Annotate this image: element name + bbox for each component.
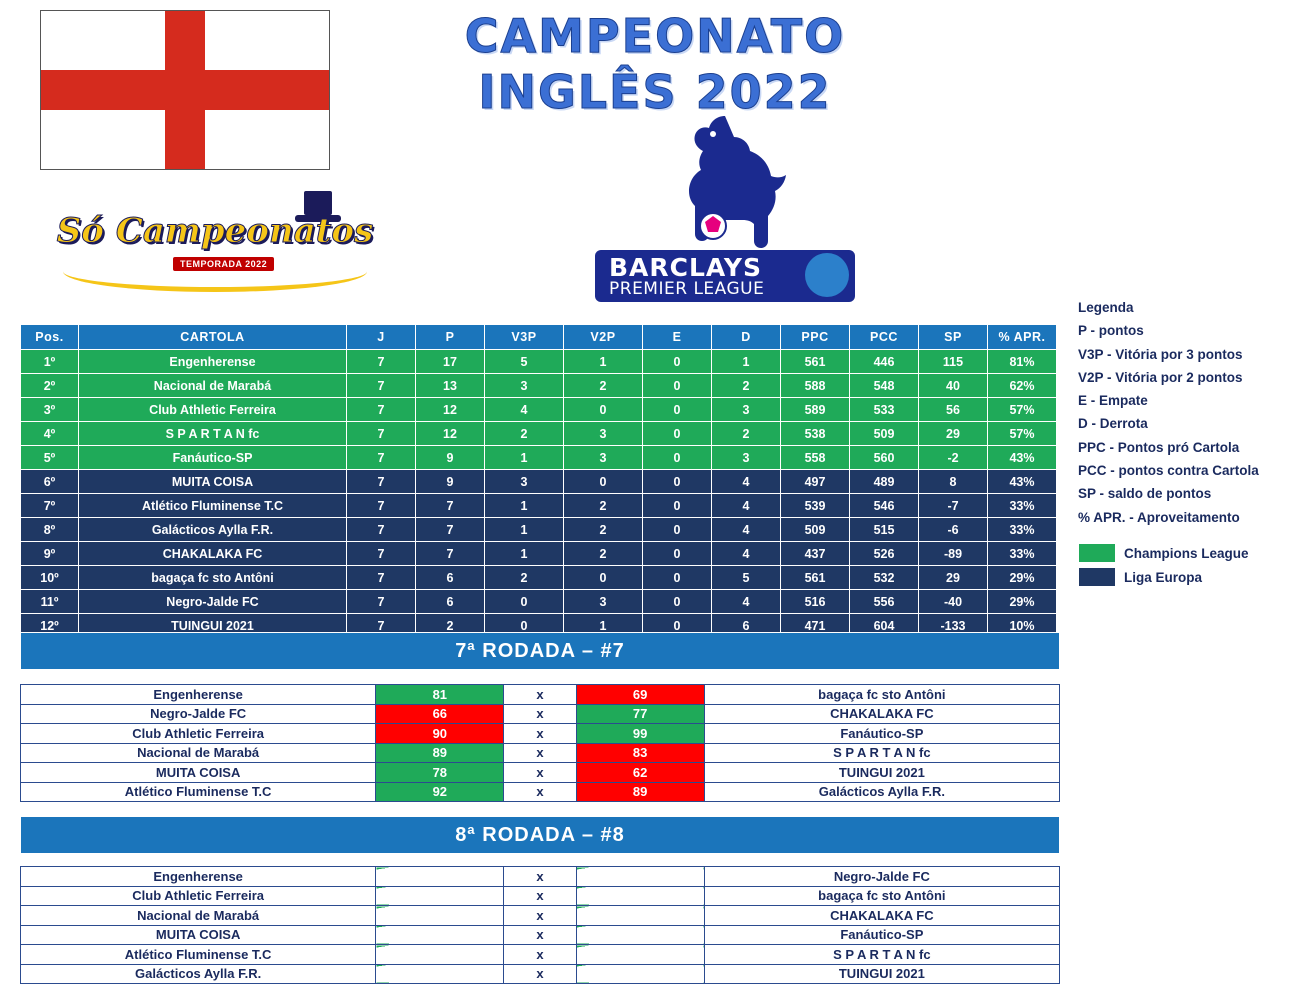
table-row: [21, 374, 1057, 398]
standings-apr: 43%: [988, 470, 1057, 494]
table-row: [21, 945, 1060, 965]
standings-p: 12: [416, 398, 485, 422]
fixture-away-score: [576, 886, 704, 906]
fixture-away-score: [576, 867, 704, 887]
col-team: CARTOLA: [79, 325, 347, 350]
fixture-away-score: 69: [576, 685, 704, 705]
fixture-away-team: Galácticos Aylla F.R.: [704, 782, 1059, 802]
standings-apr: 10%: [988, 614, 1057, 638]
fixture-away-score: [576, 945, 704, 965]
fixture-separator: x: [504, 906, 576, 926]
standings-v2p: 3: [564, 422, 643, 446]
table-row: [21, 398, 1057, 422]
standings-sp: 29: [919, 566, 988, 590]
table-row: [21, 906, 1060, 926]
standings-v3p: 2: [485, 422, 564, 446]
fixture-separator: x: [504, 925, 576, 945]
standings-team: TUINGUI 2021: [79, 614, 347, 638]
standings-ppc: 588: [781, 374, 850, 398]
standings-pos: 10º: [21, 566, 79, 590]
table-row: [21, 964, 1060, 984]
table-row: [21, 743, 1060, 763]
standings-e: 0: [643, 398, 712, 422]
standings-d: 6: [712, 614, 781, 638]
standings-header-row: [21, 325, 1057, 350]
standings-d: 3: [712, 398, 781, 422]
standings-apr: 57%: [988, 422, 1057, 446]
standings-table: [20, 324, 1057, 638]
table-row: [21, 446, 1057, 470]
standings-team: Galácticos Aylla F.R.: [79, 518, 347, 542]
standings-v3p: 0: [485, 590, 564, 614]
fixture-home-score: [376, 964, 504, 984]
standings-p: 9: [416, 470, 485, 494]
fixture-home-score: [376, 906, 504, 926]
fixture-home-team: Club Athletic Ferreira: [21, 886, 376, 906]
standings-j: 7: [347, 614, 416, 638]
fixture-away-team: CHAKALAKA FC: [704, 906, 1059, 926]
standings-v2p: 3: [564, 446, 643, 470]
standings-j: 7: [347, 446, 416, 470]
table-row: [21, 782, 1060, 802]
liga-europa-label: Liga Europa: [1124, 569, 1203, 585]
standings-e: 0: [643, 422, 712, 446]
table-row: [21, 685, 1060, 705]
standings-pcc: 604: [850, 614, 919, 638]
fixture-separator: x: [504, 886, 576, 906]
col-p: P: [416, 325, 485, 350]
standings-d: 4: [712, 518, 781, 542]
fixture-separator: x: [504, 782, 576, 802]
fixture-away-score: [576, 925, 704, 945]
fixture-home-team: Club Athletic Ferreira: [21, 724, 376, 744]
champions-league-swatch: [1078, 543, 1116, 563]
logo-season-badge: TEMPORADA 2022: [173, 257, 274, 271]
standings-v3p: 0: [485, 614, 564, 638]
standings-ppc: 509: [781, 518, 850, 542]
table-row: [21, 422, 1057, 446]
col-pcc: PCC: [850, 325, 919, 350]
standings-p: 9: [416, 446, 485, 470]
fixture-away-team: bagaça fc sto Antôni: [704, 886, 1059, 906]
standings-v2p: 0: [564, 398, 643, 422]
standings-sp: 56: [919, 398, 988, 422]
fixture-home-team: MUITA COISA: [21, 763, 376, 783]
standings-v2p: 0: [564, 566, 643, 590]
fixture-home-team: Nacional de Marabá: [21, 743, 376, 763]
standings-team: Club Athletic Ferreira: [79, 398, 347, 422]
liga-europa-swatch: [1078, 567, 1116, 587]
table-row: [21, 470, 1057, 494]
standings-j: 7: [347, 590, 416, 614]
fixture-away-score: 62: [576, 763, 704, 783]
standings-sp: -133: [919, 614, 988, 638]
fixture-away-team: CHAKALAKA FC: [704, 704, 1059, 724]
fixture-home-team: Atlético Fluminense T.C: [21, 945, 376, 965]
standings-ppc: 538: [781, 422, 850, 446]
fixture-separator: x: [504, 704, 576, 724]
table-row: [21, 590, 1057, 614]
standings-pcc: 532: [850, 566, 919, 590]
legend-item: PCC - pontos contra Cartola: [1078, 463, 1259, 479]
barclays-band: [595, 250, 855, 302]
fixture-separator: x: [504, 867, 576, 887]
standings-sp: -40: [919, 590, 988, 614]
lion-icon: [655, 110, 795, 250]
standings-apr: 81%: [988, 350, 1057, 374]
standings-v2p: 0: [564, 470, 643, 494]
standings-team: bagaça fc sto Antôni: [79, 566, 347, 590]
fixture-home-score: 66: [376, 704, 504, 724]
fixture-home-team: MUITA COISA: [21, 925, 376, 945]
legend-color-row: [1078, 542, 1249, 564]
fixture-home-score: 90: [376, 724, 504, 744]
standings-v3p: 1: [485, 446, 564, 470]
standings-ppc: 471: [781, 614, 850, 638]
standings-p: 6: [416, 590, 485, 614]
round-8-banner: 8ª RODADA – #8: [20, 816, 1060, 854]
standings-team: Nacional de Marabá: [79, 374, 347, 398]
standings-pos: 5º: [21, 446, 79, 470]
fixture-home-score: [376, 886, 504, 906]
standings-pos: 11º: [21, 590, 79, 614]
standings-j: 7: [347, 542, 416, 566]
fixture-home-score: 89: [376, 743, 504, 763]
standings-p: 2: [416, 614, 485, 638]
standings-v2p: 2: [564, 542, 643, 566]
standings-pcc: 560: [850, 446, 919, 470]
round-7-fixtures: [20, 684, 1060, 802]
fixture-separator: x: [504, 724, 576, 744]
standings-apr: 43%: [988, 446, 1057, 470]
table-row: [21, 867, 1060, 887]
fixture-away-score: 89: [576, 782, 704, 802]
table-row: [21, 886, 1060, 906]
standings-sp: -7: [919, 494, 988, 518]
standings-pcc: 509: [850, 422, 919, 446]
standings-pcc: 546: [850, 494, 919, 518]
standings-ppc: 561: [781, 350, 850, 374]
col-d: D: [712, 325, 781, 350]
standings-e: 0: [643, 350, 712, 374]
title-line-1: CAMPEONATO: [464, 9, 846, 63]
table-row: [21, 494, 1057, 518]
fixture-home-score: [376, 867, 504, 887]
standings-pcc: 533: [850, 398, 919, 422]
table-row: [21, 724, 1060, 744]
standings-e: 0: [643, 470, 712, 494]
legend-title: Legenda: [1078, 300, 1134, 315]
standings-pcc: 515: [850, 518, 919, 542]
standings-e: 0: [643, 494, 712, 518]
standings-v2p: 1: [564, 350, 643, 374]
fixture-home-score: 81: [376, 685, 504, 705]
fixture-home-team: Negro-Jalde FC: [21, 704, 376, 724]
legend-item: SP - saldo de pontos: [1078, 486, 1212, 502]
table-row: [21, 518, 1057, 542]
standings-pos: 12º: [21, 614, 79, 638]
col-e: E: [643, 325, 712, 350]
standings-e: 0: [643, 566, 712, 590]
standings-ppc: 516: [781, 590, 850, 614]
standings-d: 4: [712, 494, 781, 518]
table-row: [21, 542, 1057, 566]
standings-v3p: 1: [485, 518, 564, 542]
standings-v2p: 2: [564, 494, 643, 518]
standings-ppc: 437: [781, 542, 850, 566]
col-sp: SP: [919, 325, 988, 350]
fixture-away-score: 99: [576, 724, 704, 744]
standings-p: 6: [416, 566, 485, 590]
standings-apr: 62%: [988, 374, 1057, 398]
standings-pos: 9º: [21, 542, 79, 566]
standings-team: MUITA COISA: [79, 470, 347, 494]
table-row: [21, 704, 1060, 724]
standings-pos: 6º: [21, 470, 79, 494]
fixture-home-score: 92: [376, 782, 504, 802]
standings-d: 3: [712, 446, 781, 470]
standings-sp: -89: [919, 542, 988, 566]
standings-sp: 115: [919, 350, 988, 374]
logo-text: Só Campeonatos: [56, 211, 374, 251]
col-pos: Pos.: [21, 325, 79, 350]
round-7-banner: 7ª RODADA – #7: [20, 632, 1060, 670]
round-8-fixtures: [20, 866, 1060, 984]
standings-j: 7: [347, 422, 416, 446]
fixture-away-score: [576, 964, 704, 984]
standings-apr: 33%: [988, 518, 1057, 542]
standings-apr: 33%: [988, 542, 1057, 566]
standings-j: 7: [347, 470, 416, 494]
standings-apr: 57%: [988, 398, 1057, 422]
legend-color-row: [1078, 566, 1249, 588]
standings-e: 0: [643, 590, 712, 614]
legend-item: PPC - Pontos pró Cartola: [1078, 439, 1240, 455]
standings-v2p: 2: [564, 374, 643, 398]
col-v3p: V3P: [485, 325, 564, 350]
standings-p: 17: [416, 350, 485, 374]
standings-v3p: 5: [485, 350, 564, 374]
standings-apr: 33%: [988, 494, 1057, 518]
standings-pos: 3º: [21, 398, 79, 422]
standings-sp: 8: [919, 470, 988, 494]
fixture-separator: x: [504, 743, 576, 763]
standings-team: CHAKALAKA FC: [79, 542, 347, 566]
standings-j: 7: [347, 398, 416, 422]
fixture-away-team: bagaça fc sto Antôni: [704, 685, 1059, 705]
standings-v2p: 1: [564, 614, 643, 638]
fixture-away-team: TUINGUI 2021: [704, 763, 1059, 783]
legend-item: E - Empate: [1078, 393, 1148, 409]
standings-pcc: 489: [850, 470, 919, 494]
standings-v2p: 3: [564, 590, 643, 614]
standings-p: 7: [416, 494, 485, 518]
fixture-home-score: [376, 925, 504, 945]
table-row: [21, 350, 1057, 374]
standings-ppc: 558: [781, 446, 850, 470]
title-line-2: INGLÊS 2022: [478, 65, 832, 119]
standings-p: 7: [416, 518, 485, 542]
fixture-home-team: Atlético Fluminense T.C: [21, 782, 376, 802]
standings-j: 7: [347, 494, 416, 518]
fixture-separator: x: [504, 685, 576, 705]
legend: [1078, 296, 1300, 529]
standings-e: 0: [643, 542, 712, 566]
standings-apr: 29%: [988, 566, 1057, 590]
standings-v3p: 1: [485, 542, 564, 566]
band-circle: [805, 253, 849, 297]
standings-e: 0: [643, 374, 712, 398]
legend-item: % APR. - Aproveitamento: [1078, 509, 1240, 525]
standings-d: 1: [712, 350, 781, 374]
fixture-away-team: Fanáutico-SP: [704, 925, 1059, 945]
standings-v2p: 2: [564, 518, 643, 542]
fixture-separator: x: [504, 763, 576, 783]
fixture-separator: x: [504, 945, 576, 965]
standings-e: 0: [643, 614, 712, 638]
standings-team: Negro-Jalde FC: [79, 590, 347, 614]
standings-team: Fanáutico-SP: [79, 446, 347, 470]
legend-color-key: [1078, 542, 1249, 590]
standings-v3p: 1: [485, 494, 564, 518]
fixture-away-team: S P A R T A N fc: [704, 945, 1059, 965]
table-row: [21, 566, 1057, 590]
england-flag-icon: [40, 10, 330, 170]
premier-league-logo: [595, 110, 855, 300]
standings-pcc: 548: [850, 374, 919, 398]
standings-j: 7: [347, 518, 416, 542]
fixture-away-team: Fanáutico-SP: [704, 724, 1059, 744]
standings-e: 0: [643, 446, 712, 470]
standings-v3p: 2: [485, 566, 564, 590]
col-ppc: PPC: [781, 325, 850, 350]
fixture-home-score: 78: [376, 763, 504, 783]
standings-v3p: 4: [485, 398, 564, 422]
standings-d: 4: [712, 470, 781, 494]
legend-item: P - pontos: [1078, 323, 1144, 339]
standings-p: 7: [416, 542, 485, 566]
standings-e: 0: [643, 518, 712, 542]
standings-sp: 29: [919, 422, 988, 446]
standings-pos: 7º: [21, 494, 79, 518]
flag-horizontal-bar: [41, 70, 329, 110]
standings-pos: 2º: [21, 374, 79, 398]
standings-v3p: 3: [485, 470, 564, 494]
standings-pcc: 556: [850, 590, 919, 614]
fixture-away-team: TUINGUI 2021: [704, 964, 1059, 984]
standings-sp: -6: [919, 518, 988, 542]
standings-j: 7: [347, 350, 416, 374]
standings-pcc: 446: [850, 350, 919, 374]
standings-pos: 8º: [21, 518, 79, 542]
standings-d: 5: [712, 566, 781, 590]
barclays-text: BARCLAYS: [609, 253, 762, 282]
standings-ppc: 589: [781, 398, 850, 422]
fixture-away-score: 77: [576, 704, 704, 724]
legend-item: V2P - Vitória por 2 pontos: [1078, 369, 1243, 385]
fixture-home-team: Nacional de Marabá: [21, 906, 376, 926]
legend-item: D - Derrota: [1078, 416, 1148, 432]
standings-ppc: 497: [781, 470, 850, 494]
col-v2p: V2P: [564, 325, 643, 350]
standings-ppc: 561: [781, 566, 850, 590]
so-campeonatos-logo: [55, 185, 375, 295]
standings-team: Engenherense: [79, 350, 347, 374]
standings-sp: -2: [919, 446, 988, 470]
standings-team: Atlético Fluminense T.C: [79, 494, 347, 518]
standings-p: 13: [416, 374, 485, 398]
fixture-home-team: Engenherense: [21, 867, 376, 887]
standings-apr: 29%: [988, 590, 1057, 614]
standings-pos: 1º: [21, 350, 79, 374]
standings-ppc: 539: [781, 494, 850, 518]
fixture-away-team: Negro-Jalde FC: [704, 867, 1059, 887]
table-row: [21, 925, 1060, 945]
page-title: [420, 8, 890, 120]
standings-j: 7: [347, 566, 416, 590]
standings-p: 12: [416, 422, 485, 446]
table-row: [21, 763, 1060, 783]
fixture-home-team: Engenherense: [21, 685, 376, 705]
fixture-away-score: [576, 906, 704, 926]
standings-team: S P A R T A N fc: [79, 422, 347, 446]
standings-sp: 40: [919, 374, 988, 398]
standings-pcc: 526: [850, 542, 919, 566]
fixture-home-score: [376, 945, 504, 965]
fixture-away-score: 83: [576, 743, 704, 763]
standings-d: 2: [712, 422, 781, 446]
fixture-separator: x: [504, 964, 576, 984]
premier-league-text: PREMIER LEAGUE: [609, 279, 765, 299]
col-j: J: [347, 325, 416, 350]
fixture-away-team: S P A R T A N fc: [704, 743, 1059, 763]
champions-league-label: Champions League: [1124, 545, 1249, 561]
legend-item: V3P - Vitória por 3 pontos: [1078, 346, 1243, 362]
col-apr: % APR.: [988, 325, 1057, 350]
standings-v3p: 3: [485, 374, 564, 398]
fixture-home-team: Galácticos Aylla F.R.: [21, 964, 376, 984]
standings-d: 2: [712, 374, 781, 398]
standings-d: 4: [712, 590, 781, 614]
standings-d: 4: [712, 542, 781, 566]
standings-pos: 4º: [21, 422, 79, 446]
standings-j: 7: [347, 374, 416, 398]
